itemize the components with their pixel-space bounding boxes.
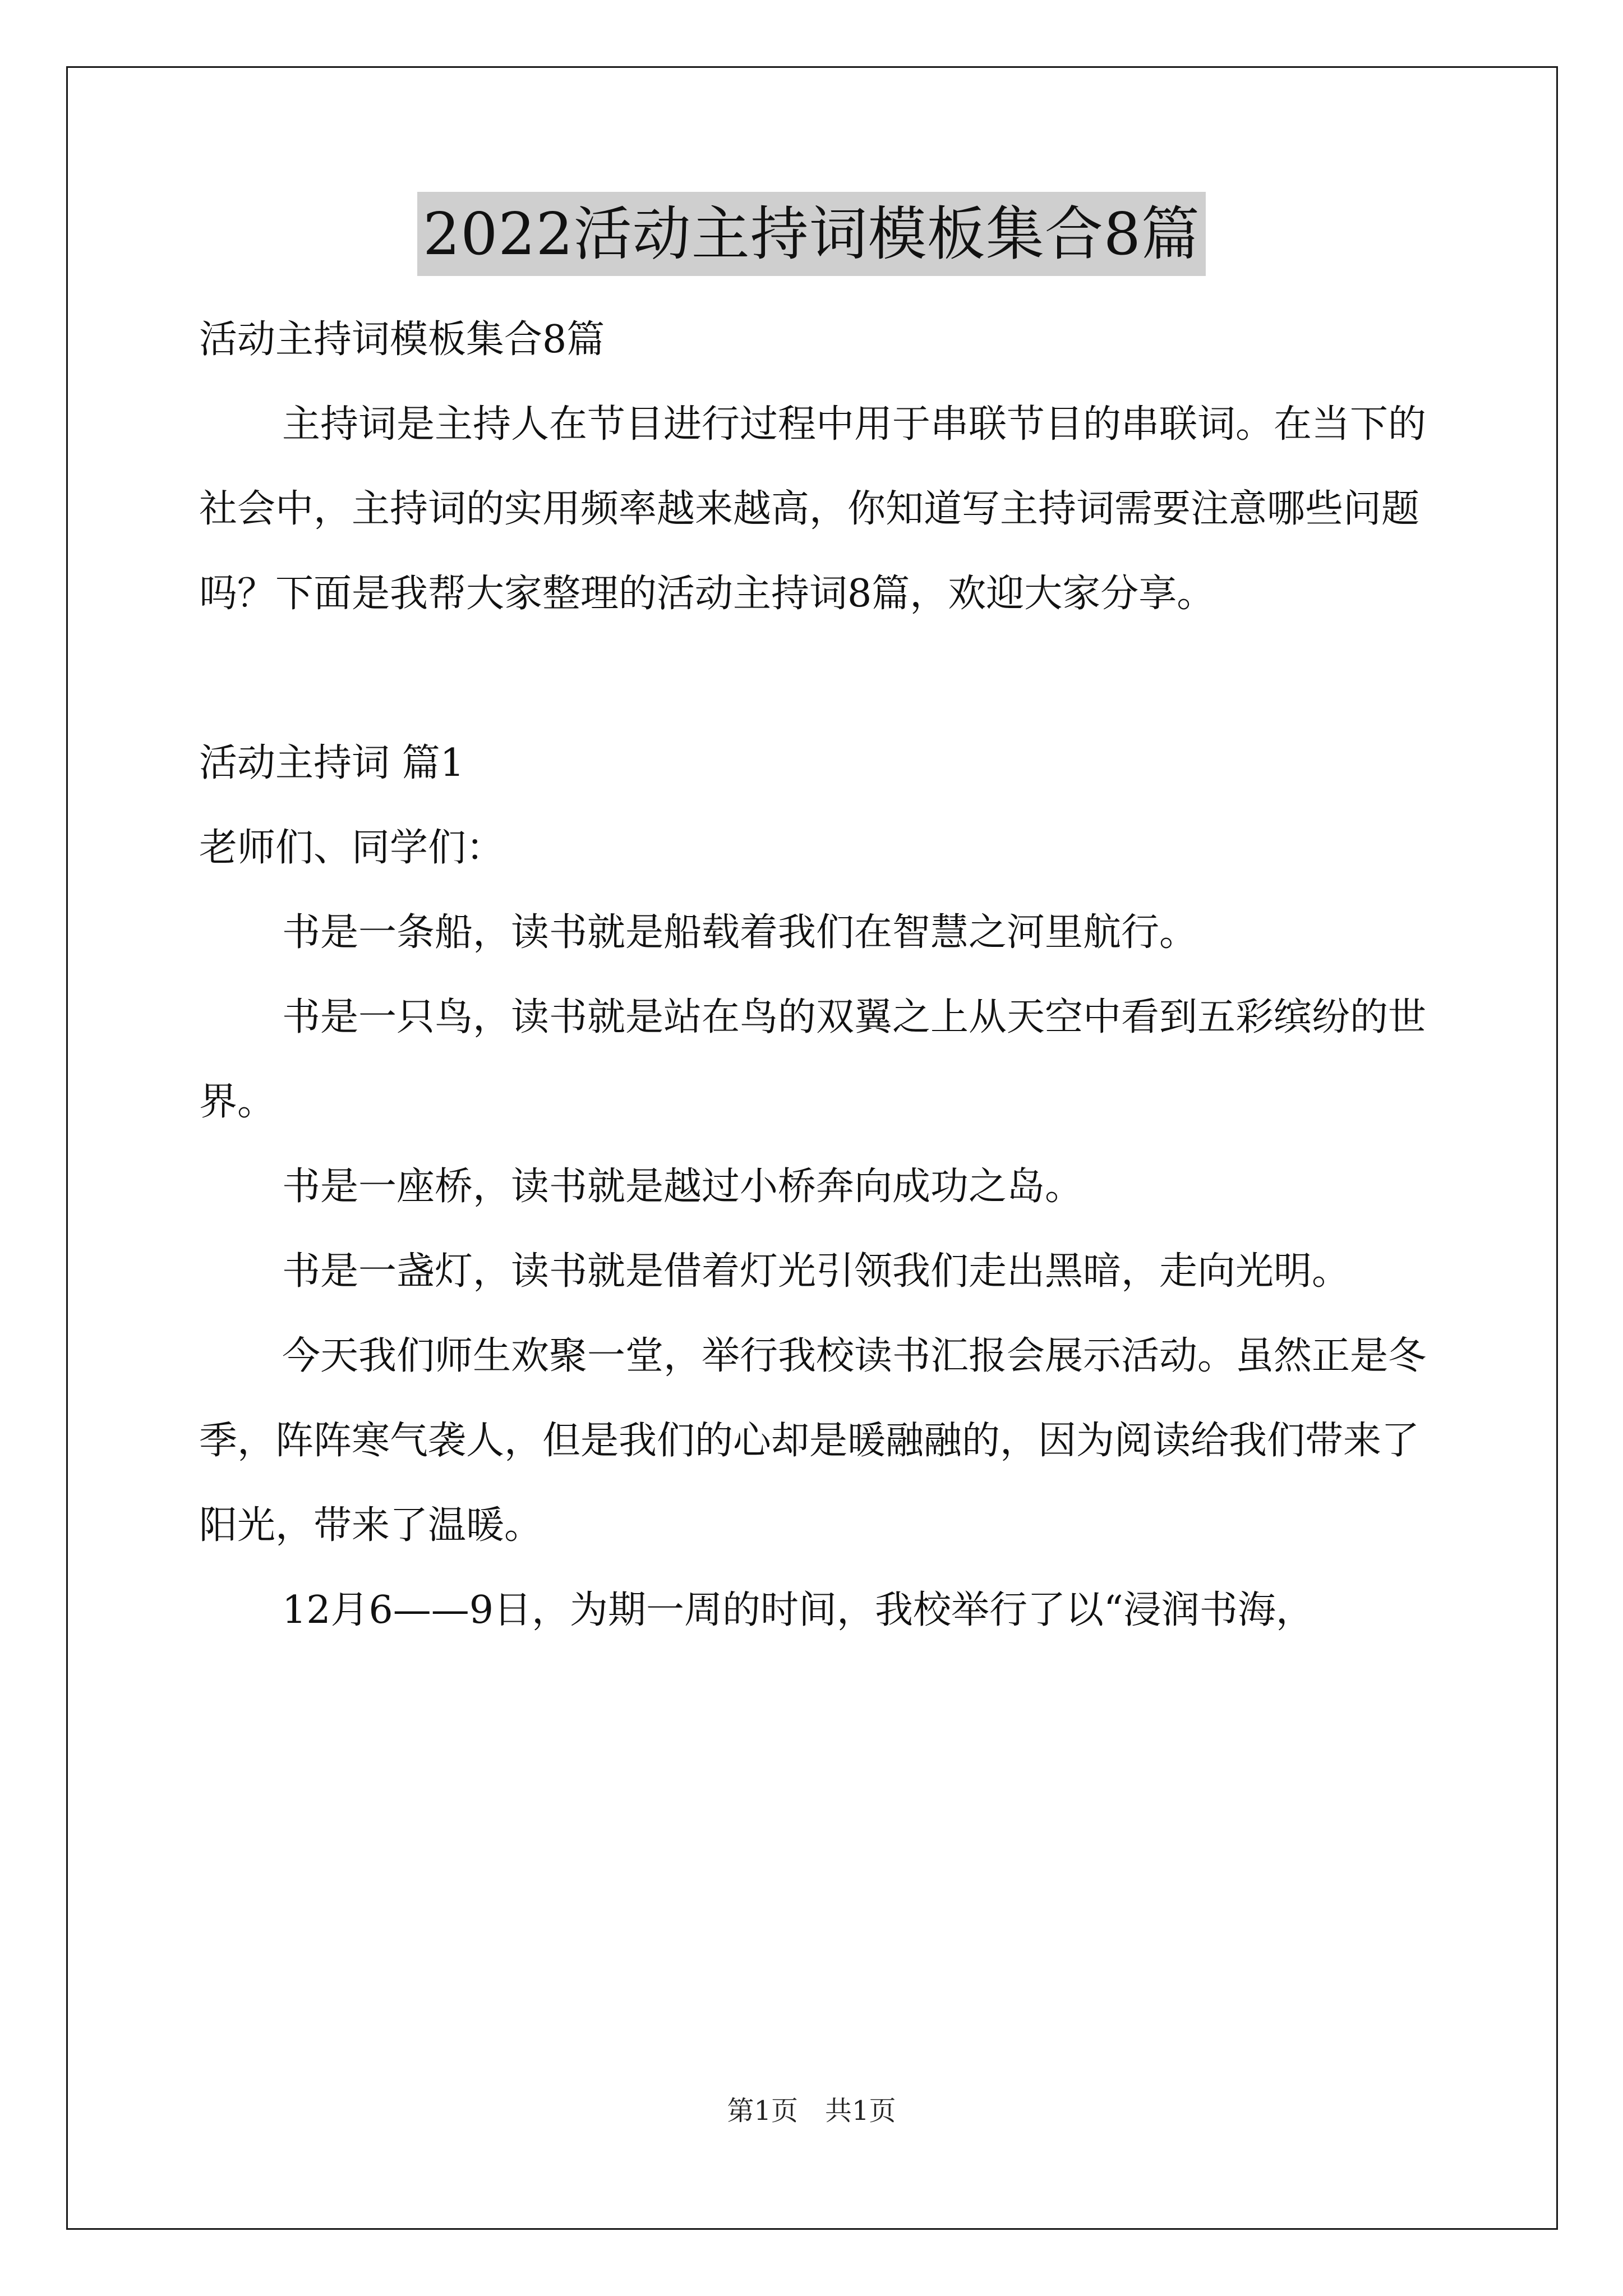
title-container (0, 192, 1623, 276)
body-paragraph: 12月6——9日，为期一周的时间，我校举行了以“浸润书海， (282, 1588, 1314, 1632)
section-heading: 活动主持词 篇1 (199, 741, 464, 785)
document-body (199, 297, 1433, 1653)
greeting: 老师们、同学们： (199, 826, 505, 870)
section-spacer (199, 636, 1433, 721)
body-paragraph: 书是一盏灯，读书就是借着灯光引领我们走出黑暗，走向光明。 (282, 1249, 1350, 1294)
subtitle: 活动主持词模板集合8篇 (199, 318, 605, 362)
document-title: 2022活动主持词模板集合8篇 (417, 192, 1206, 276)
intro-paragraph: 主持词是主持人在节目进行过程中用于串联节目的串联词。在当下的社会中，主持词的实用频率越来越高，你知道写主持词需要注意哪些问题吗？下面是我帮大家整理的活动主持词8篇，欢迎大家分享。 (199, 402, 1427, 616)
body-paragraph: 今天我们师生欢聚一堂，举行我校读书汇报会展示活动。虽然正是冬季，阵阵寒气袭人，但是我们的心却是暖融融的，因为阅读给我们带来了阳光，带来了温暖。 (199, 1334, 1427, 1548)
body-paragraph: 书是一只鸟，读书就是站在鸟的双翼之上从天空中看到五彩缤纷的世界。 (199, 995, 1427, 1124)
page-footer (0, 2091, 1623, 2131)
body-paragraph: 书是一座桥，读书就是越过小桥奔向成功之岛。 (282, 1165, 1083, 1209)
page-number: 第1页 共1页 (727, 2095, 896, 2127)
body-paragraph: 书是一条船，读书就是船载着我们在智慧之河里航行。 (282, 910, 1198, 955)
